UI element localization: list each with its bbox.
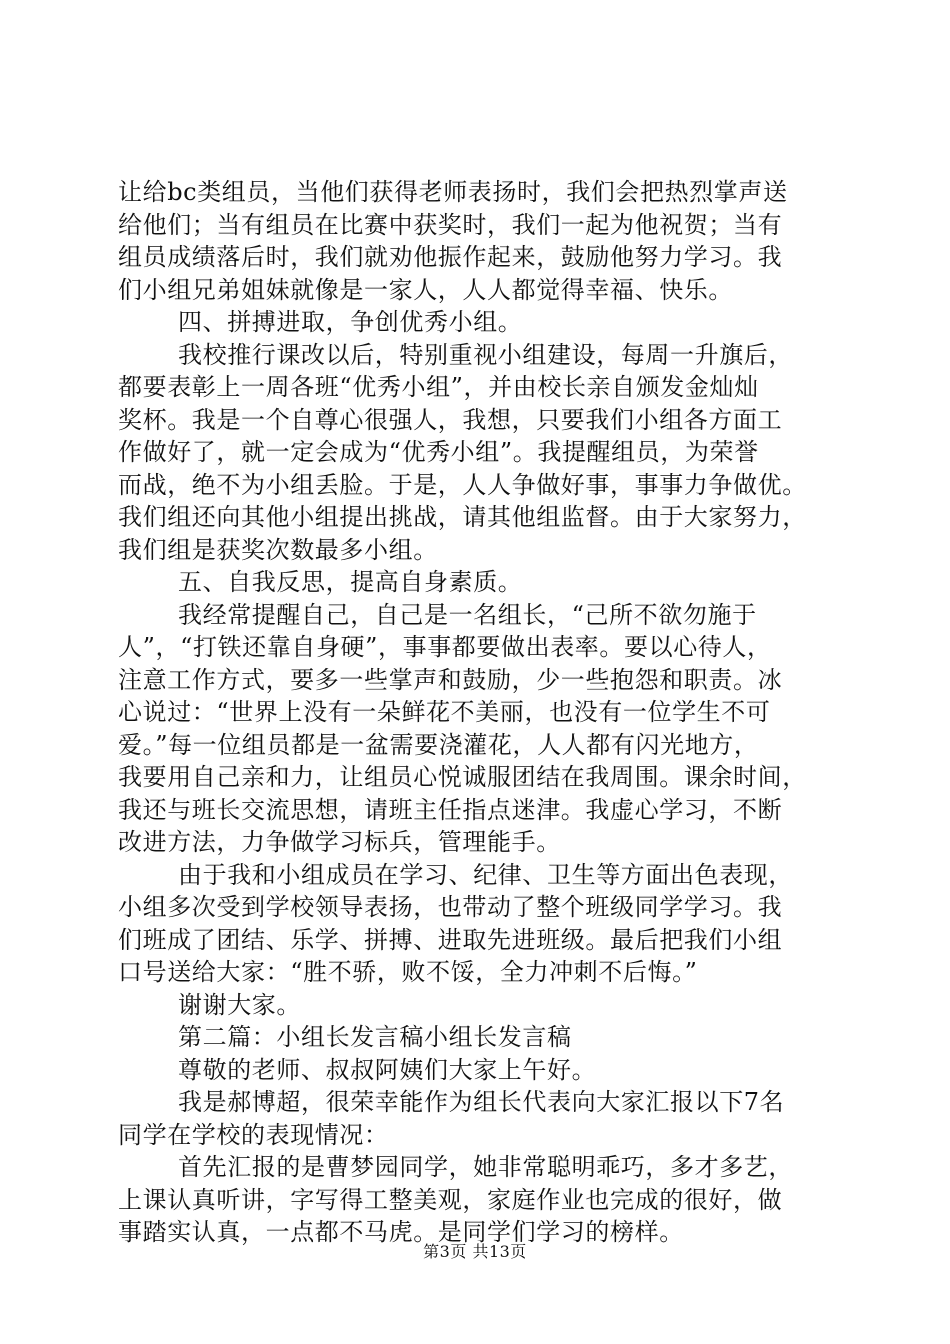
text-line: 都要表彰上一周各班“优秀小组”，并由校长亲自颁发金灿灿 (118, 373, 759, 401)
text-line: 事踏实认真，一点都不马虎。是同学们学习的榜样。 (118, 1218, 684, 1246)
text-line: 们小组兄弟姐妹就像是一家人，人人都觉得幸福、快乐。 (118, 275, 733, 304)
text-line: 同学在学校的表现情况： (118, 1120, 389, 1149)
text-line: 作做好了，就一定会成为“优秀小组”。我提醒组员，为荣誉 (118, 438, 759, 466)
page-footer: 第3页 共13页 (423, 1242, 527, 1261)
text-line: 我校推行课改以后，特别重视小组建设，每周一升旗后， (178, 340, 793, 369)
text-line: 我要用自己亲和力，让组员心悦诚服团结在我周围。课余时间， (118, 763, 807, 791)
text-line: 注意工作方式，要多一些掌声和鼓励，少一些抱怨和职责。冰 (118, 665, 783, 694)
text-line: 奖杯。我是一个自尊心很强人，我想，只要我们小组各方面工 (118, 405, 783, 434)
text-line: 我经常提醒自己，自己是一名组长，“己所不欲勿施于 (178, 600, 757, 629)
text-line: 五、自我反思，提高自身素质。 (178, 568, 523, 596)
text-line: 谢谢大家。 (178, 990, 301, 1019)
text-line: 首先汇报的是曹梦园同学，她非常聪明乖巧，多才多艺， (178, 1153, 793, 1181)
text-line: 改进方法，力争做学习标兵，管理能手。 (118, 828, 561, 856)
text-line: 第二篇：小组长发言稿小组长发言稿 (178, 1023, 572, 1051)
text-line: 我们组是获奖次数最多小组。 (118, 535, 438, 564)
text-line: 由于我和小组成员在学习、纪律、卫生等方面出色表现， (178, 860, 793, 889)
text-line: 爱。”每一位组员都是一盆需要浇灌花，人人都有闪光地方， (118, 730, 759, 759)
text-line: 上课认真听讲，字写得工整美观，家庭作业也完成的很好，做 (118, 1185, 783, 1214)
text-line: 四、拼搏进取，争创优秀小组。 (178, 308, 523, 336)
text-line: 给他们；当有组员在比赛中获奖时，我们一起为他祝贺；当有 (118, 210, 783, 239)
text-line: 口号送给大家：“胜不骄，败不馁，全力冲刺不后悔。” (118, 958, 698, 986)
text-line: 我们组还向其他小组提出挑战，请其他组监督。由于大家努力， (118, 503, 807, 531)
text-line: 小组多次受到学校领导表扬，也带动了整个班级同学学习。我 (118, 893, 783, 921)
text-line: 而战，绝不为小组丢脸。于是，人人争做好事，事事力争做优。 (118, 470, 807, 499)
text-line: 组员成绩落后时，我们就劝他振作起来，鼓励他努力学习。我 (118, 243, 783, 271)
text-line: 尊敬的老师、叔叔阿姨们大家上午好。 (178, 1055, 597, 1084)
document-body (118, 176, 838, 1249)
text-line: 心说过：“世界上没有一朵鲜花不美丽，也没有一位学生不可 (118, 698, 771, 726)
text-line: 们班成了团结、乐学、拼搏、进取先进班级。最后把我们小组 (118, 925, 783, 954)
text-line: 我还与班长交流思想，请班主任指点迷津。我虚心学习，不断 (118, 795, 783, 824)
text-line: 人”，“打铁还靠自身硬”，事事都要做出表率。要以心待人， (118, 633, 772, 661)
text-line: 我是郝博超，很荣幸能作为组长代表向大家汇报以下7名 (178, 1088, 785, 1116)
text-line: 让给bc类组员，当他们获得老师表扬时，我们会把热烈掌声送 (118, 178, 788, 206)
